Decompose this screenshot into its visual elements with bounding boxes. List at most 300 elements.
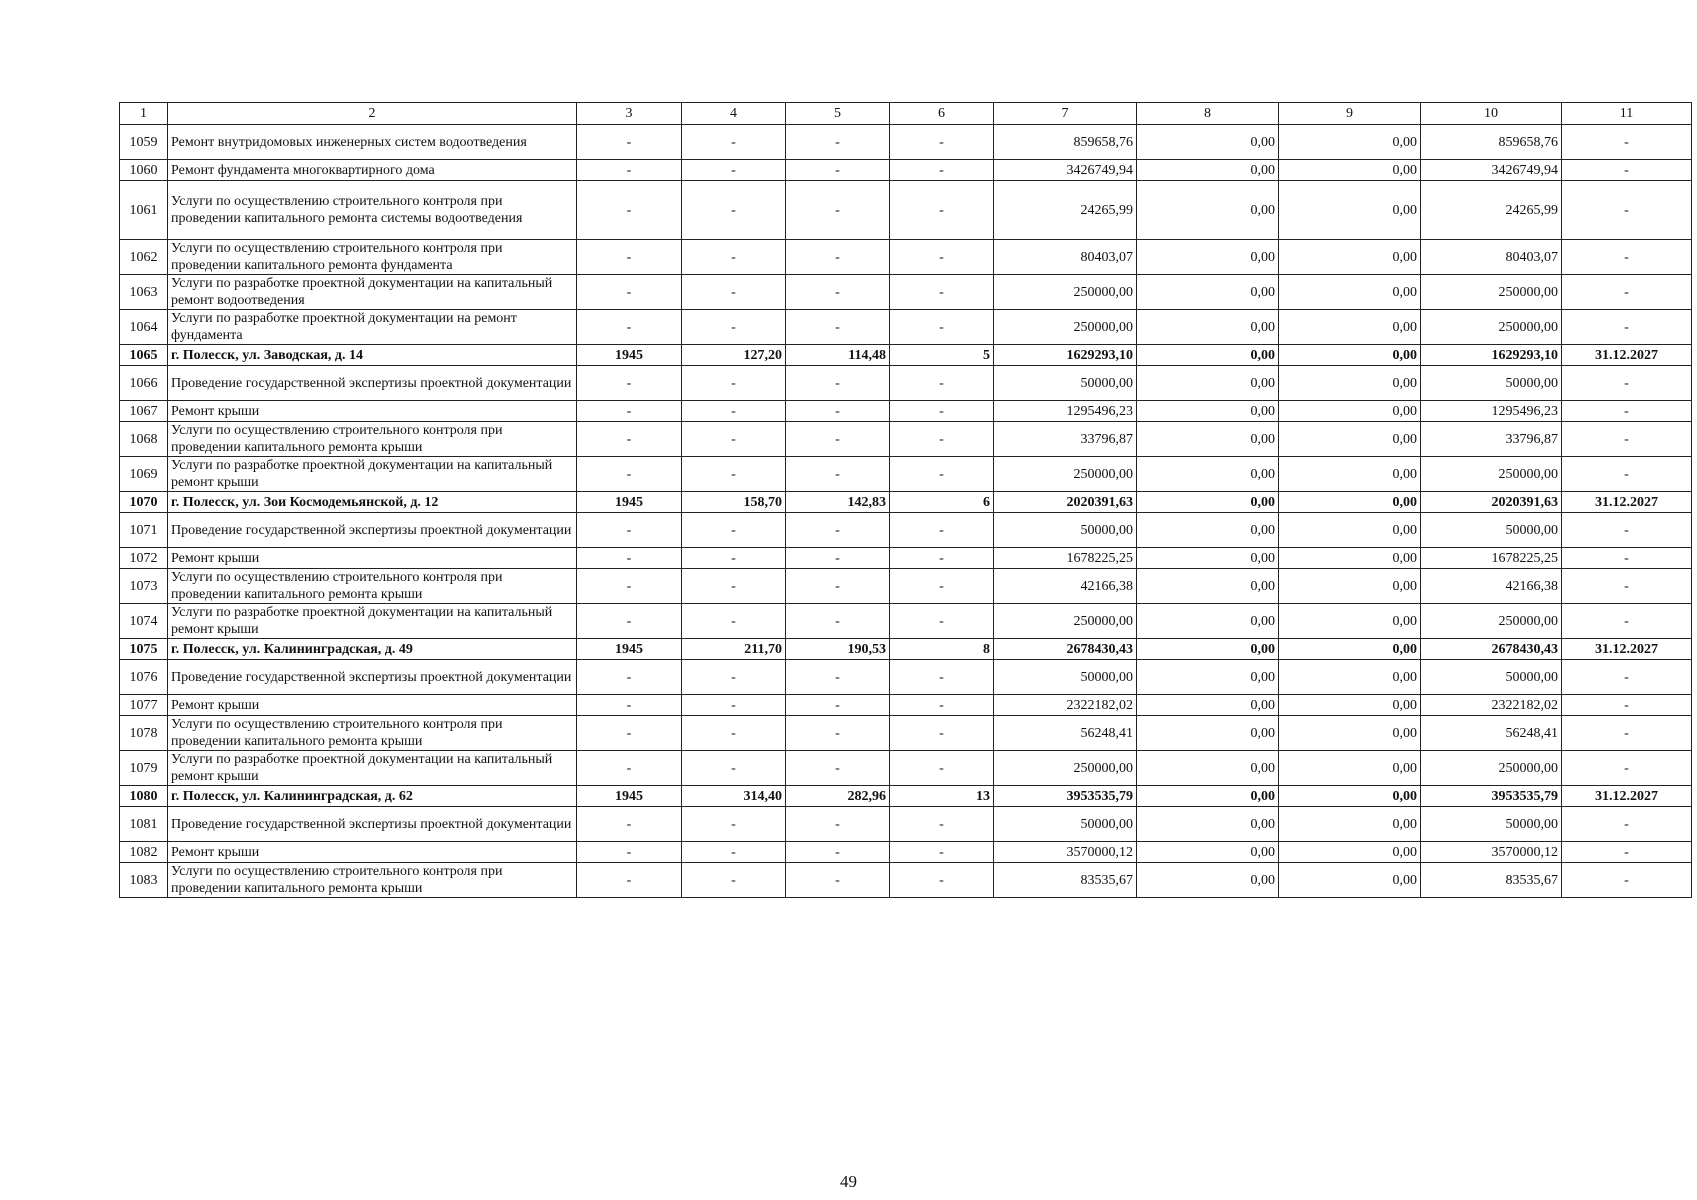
table-row [120, 366, 1692, 401]
cell-col7: 50000,00 [994, 513, 1137, 548]
cell-col3: - [577, 863, 682, 898]
cell-col8: 0,00 [1137, 660, 1279, 695]
cell-col9: 0,00 [1279, 345, 1421, 366]
cell-col11: - [1562, 716, 1692, 751]
cell-col3: - [577, 181, 682, 240]
cell-col7: 80403,07 [994, 240, 1137, 275]
cell-col5: - [786, 660, 890, 695]
row-number: 1068 [120, 422, 168, 457]
cell-col3: - [577, 160, 682, 181]
cell-col10: 2020391,63 [1421, 492, 1562, 513]
cell-col3: - [577, 695, 682, 716]
cell-col7: 2020391,63 [994, 492, 1137, 513]
cell-col6: - [890, 422, 994, 457]
cell-col3: - [577, 513, 682, 548]
table-row [120, 604, 1692, 639]
row-name: Услуги по разработке проектной документации на капитальный ремонт крыши [168, 751, 577, 786]
table-row [120, 457, 1692, 492]
row-name: Проведение государственной экспертизы проектной документации [168, 807, 577, 842]
cell-col8: 0,00 [1137, 716, 1279, 751]
cell-col4: - [682, 310, 786, 345]
cell-col6: 5 [890, 345, 994, 366]
cell-col11: - [1562, 807, 1692, 842]
cell-col8: 0,00 [1137, 492, 1279, 513]
cell-col8: 0,00 [1137, 569, 1279, 604]
cell-col7: 2322182,02 [994, 695, 1137, 716]
col-header-7: 7 [994, 103, 1137, 125]
table-row [120, 569, 1692, 604]
cell-col11: - [1562, 310, 1692, 345]
cell-col11: - [1562, 842, 1692, 863]
cell-col8: 0,00 [1137, 786, 1279, 807]
cell-col8: 0,00 [1137, 639, 1279, 660]
row-name: Ремонт внутридомовых инженерных систем водоотведения [168, 125, 577, 160]
cell-col10: 859658,76 [1421, 125, 1562, 160]
cell-col6: - [890, 842, 994, 863]
row-name: Проведение государственной экспертизы проектной документации [168, 366, 577, 401]
row-number: 1061 [120, 181, 168, 240]
cell-col3: 1945 [577, 786, 682, 807]
table-row [120, 863, 1692, 898]
cell-col3: - [577, 548, 682, 569]
col-header-1: 1 [120, 103, 168, 125]
cell-col8: 0,00 [1137, 863, 1279, 898]
cell-col6: - [890, 716, 994, 751]
cell-col10: 56248,41 [1421, 716, 1562, 751]
cell-col3: - [577, 716, 682, 751]
table-row [120, 125, 1692, 160]
cell-col7: 33796,87 [994, 422, 1137, 457]
cell-col11: - [1562, 160, 1692, 181]
cell-col10: 250000,00 [1421, 457, 1562, 492]
cell-col10: 24265,99 [1421, 181, 1562, 240]
cell-col3: - [577, 422, 682, 457]
cell-col10: 50000,00 [1421, 807, 1562, 842]
cell-col6: - [890, 569, 994, 604]
row-name: г. Полесск, ул. Заводская, д. 14 [168, 345, 577, 366]
row-number: 1067 [120, 401, 168, 422]
cell-col7: 3953535,79 [994, 786, 1137, 807]
row-number: 1060 [120, 160, 168, 181]
row-name: г. Полесск, ул. Калининградская, д. 49 [168, 639, 577, 660]
row-number: 1082 [120, 842, 168, 863]
col-header-11: 11 [1562, 103, 1692, 125]
cell-col5: - [786, 807, 890, 842]
row-name: Услуги по осуществлению строительного контроля при проведении капитального ремонта системы водоотведения [168, 181, 577, 240]
cell-col10: 50000,00 [1421, 513, 1562, 548]
cell-col5: - [786, 240, 890, 275]
cell-col8: 0,00 [1137, 842, 1279, 863]
cell-col4: - [682, 751, 786, 786]
page-number: 49 [840, 1172, 857, 1191]
table-row [120, 275, 1692, 310]
cell-col7: 83535,67 [994, 863, 1137, 898]
cell-col8: 0,00 [1137, 695, 1279, 716]
cell-col9: 0,00 [1279, 457, 1421, 492]
cell-col3: - [577, 569, 682, 604]
cell-col6: - [890, 548, 994, 569]
cell-col5: - [786, 160, 890, 181]
cell-col10: 250000,00 [1421, 275, 1562, 310]
col-header-4: 4 [682, 103, 786, 125]
cell-col5: - [786, 716, 890, 751]
cell-col6: - [890, 240, 994, 275]
cell-col11: - [1562, 660, 1692, 695]
cell-col9: 0,00 [1279, 695, 1421, 716]
cell-col4: - [682, 125, 786, 160]
cell-col11: - [1562, 863, 1692, 898]
cell-col8: 0,00 [1137, 275, 1279, 310]
cell-col4: - [682, 716, 786, 751]
cell-col6: - [890, 181, 994, 240]
cell-col9: 0,00 [1279, 160, 1421, 181]
cell-col5: - [786, 181, 890, 240]
row-number: 1069 [120, 457, 168, 492]
row-number: 1077 [120, 695, 168, 716]
cell-col5: - [786, 513, 890, 548]
cell-col3: - [577, 275, 682, 310]
row-number: 1071 [120, 513, 168, 548]
cell-col5: 190,53 [786, 639, 890, 660]
row-name: Ремонт крыши [168, 401, 577, 422]
row-number: 1075 [120, 639, 168, 660]
row-number: 1064 [120, 310, 168, 345]
row-name: Услуги по разработке проектной документации на капитальный ремонт крыши [168, 457, 577, 492]
cell-col10: 80403,07 [1421, 240, 1562, 275]
table-row [120, 240, 1692, 275]
cell-col5: - [786, 457, 890, 492]
cell-col9: 0,00 [1279, 310, 1421, 345]
cell-col3: - [577, 125, 682, 160]
cell-col8: 0,00 [1137, 422, 1279, 457]
cell-col8: 0,00 [1137, 310, 1279, 345]
cell-col10: 250000,00 [1421, 604, 1562, 639]
cell-col3: - [577, 807, 682, 842]
cell-col5: - [786, 310, 890, 345]
cell-col3: 1945 [577, 492, 682, 513]
cell-col8: 0,00 [1137, 125, 1279, 160]
cell-col11: 31.12.2027 [1562, 492, 1692, 513]
cell-col11: - [1562, 457, 1692, 492]
table-row [120, 660, 1692, 695]
row-number: 1063 [120, 275, 168, 310]
cell-col7: 56248,41 [994, 716, 1137, 751]
row-number: 1083 [120, 863, 168, 898]
cell-col10: 3953535,79 [1421, 786, 1562, 807]
cell-col9: 0,00 [1279, 639, 1421, 660]
cell-col6: - [890, 457, 994, 492]
cell-col4: - [682, 695, 786, 716]
cell-col9: 0,00 [1279, 751, 1421, 786]
cell-col5: - [786, 422, 890, 457]
row-name: Ремонт крыши [168, 695, 577, 716]
cell-col10: 50000,00 [1421, 660, 1562, 695]
cell-col5: - [786, 751, 890, 786]
table-row [120, 716, 1692, 751]
col-header-2: 2 [168, 103, 577, 125]
row-name: Ремонт крыши [168, 548, 577, 569]
row-number: 1065 [120, 345, 168, 366]
row-name: Услуги по осуществлению строительного контроля при проведении капитального ремонта крыши [168, 569, 577, 604]
cell-col3: - [577, 366, 682, 401]
table-row [120, 401, 1692, 422]
cell-col8: 0,00 [1137, 513, 1279, 548]
cell-col5: - [786, 569, 890, 604]
row-number: 1080 [120, 786, 168, 807]
cell-col9: 0,00 [1279, 863, 1421, 898]
cell-col11: - [1562, 695, 1692, 716]
cell-col7: 3570000,12 [994, 842, 1137, 863]
cell-col4: 211,70 [682, 639, 786, 660]
header-row [120, 103, 1692, 125]
cell-col11: 31.12.2027 [1562, 345, 1692, 366]
cell-col4: - [682, 569, 786, 604]
cell-col6: - [890, 863, 994, 898]
row-number: 1079 [120, 751, 168, 786]
cell-col7: 250000,00 [994, 604, 1137, 639]
table-body [120, 125, 1692, 898]
row-number: 1081 [120, 807, 168, 842]
cell-col6: 8 [890, 639, 994, 660]
col-header-10: 10 [1421, 103, 1562, 125]
cell-col4: 314,40 [682, 786, 786, 807]
cell-col10: 33796,87 [1421, 422, 1562, 457]
cell-col3: - [577, 457, 682, 492]
cell-col11: - [1562, 275, 1692, 310]
table-row [120, 422, 1692, 457]
row-name: г. Полесск, ул. Калининградская, д. 62 [168, 786, 577, 807]
cell-col6: - [890, 275, 994, 310]
col-header-8: 8 [1137, 103, 1279, 125]
cell-col10: 1295496,23 [1421, 401, 1562, 422]
cell-col10: 3570000,12 [1421, 842, 1562, 863]
cell-col4: - [682, 863, 786, 898]
cell-col6: - [890, 366, 994, 401]
cell-col5: - [786, 863, 890, 898]
cell-col9: 0,00 [1279, 401, 1421, 422]
cell-col6: - [890, 310, 994, 345]
cell-col6: 6 [890, 492, 994, 513]
cell-col11: - [1562, 604, 1692, 639]
cell-col4: - [682, 366, 786, 401]
cell-col9: 0,00 [1279, 181, 1421, 240]
col-header-5: 5 [786, 103, 890, 125]
row-number: 1059 [120, 125, 168, 160]
row-number: 1070 [120, 492, 168, 513]
cell-col7: 250000,00 [994, 751, 1137, 786]
cell-col9: 0,00 [1279, 604, 1421, 639]
cell-col7: 3426749,94 [994, 160, 1137, 181]
col-header-9: 9 [1279, 103, 1421, 125]
cell-col10: 50000,00 [1421, 366, 1562, 401]
cell-col11: - [1562, 751, 1692, 786]
cell-col9: 0,00 [1279, 422, 1421, 457]
cell-col6: - [890, 695, 994, 716]
cell-col10: 250000,00 [1421, 310, 1562, 345]
row-number: 1076 [120, 660, 168, 695]
cell-col5: - [786, 548, 890, 569]
cell-col5: - [786, 695, 890, 716]
row-name: Ремонт фундамента многоквартирного дома [168, 160, 577, 181]
table-row [120, 807, 1692, 842]
table-row-address [120, 786, 1692, 807]
cell-col8: 0,00 [1137, 366, 1279, 401]
cell-col6: 13 [890, 786, 994, 807]
cell-col6: - [890, 513, 994, 548]
cell-col7: 250000,00 [994, 275, 1137, 310]
cell-col8: 0,00 [1137, 751, 1279, 786]
table-row [120, 695, 1692, 716]
table-row [120, 751, 1692, 786]
cell-col9: 0,00 [1279, 513, 1421, 548]
cell-col9: 0,00 [1279, 492, 1421, 513]
cell-col4: - [682, 660, 786, 695]
cell-col5: - [786, 366, 890, 401]
cell-col10: 3426749,94 [1421, 160, 1562, 181]
cell-col5: - [786, 842, 890, 863]
cell-col6: - [890, 751, 994, 786]
cell-col7: 1678225,25 [994, 548, 1137, 569]
cell-col11: - [1562, 569, 1692, 604]
cell-col9: 0,00 [1279, 807, 1421, 842]
row-name: Услуги по осуществлению строительного контроля при проведении капитального ремонта крыши [168, 422, 577, 457]
cell-col7: 250000,00 [994, 457, 1137, 492]
cell-col11: - [1562, 401, 1692, 422]
cell-col9: 0,00 [1279, 842, 1421, 863]
row-name: Услуги по разработке проектной документации на ремонт фундамента [168, 310, 577, 345]
cell-col9: 0,00 [1279, 548, 1421, 569]
cell-col5: 142,83 [786, 492, 890, 513]
col-header-6: 6 [890, 103, 994, 125]
row-name: Проведение государственной экспертизы проектной документации [168, 513, 577, 548]
cell-col7: 50000,00 [994, 660, 1137, 695]
cell-col4: - [682, 513, 786, 548]
cell-col11: - [1562, 240, 1692, 275]
cell-col10: 250000,00 [1421, 751, 1562, 786]
col-header-3: 3 [577, 103, 682, 125]
cell-col9: 0,00 [1279, 366, 1421, 401]
row-number: 1072 [120, 548, 168, 569]
cell-col11: - [1562, 125, 1692, 160]
table-row-address [120, 639, 1692, 660]
cell-col10: 42166,38 [1421, 569, 1562, 604]
cell-col3: - [577, 842, 682, 863]
cell-col6: - [890, 660, 994, 695]
cell-col3: 1945 [577, 639, 682, 660]
cell-col7: 1629293,10 [994, 345, 1137, 366]
row-name: Услуги по осуществлению строительного контроля при проведении капитального ремонта крыши [168, 716, 577, 751]
cell-col6: - [890, 604, 994, 639]
row-number: 1078 [120, 716, 168, 751]
cell-col4: - [682, 807, 786, 842]
cell-col3: - [577, 240, 682, 275]
table-row [120, 842, 1692, 863]
cell-col11: - [1562, 513, 1692, 548]
cell-col3: - [577, 751, 682, 786]
row-name: Услуги по разработке проектной документации на капитальный ремонт водоотведения [168, 275, 577, 310]
table-row [120, 513, 1692, 548]
cell-col6: - [890, 125, 994, 160]
cell-col4: - [682, 240, 786, 275]
cell-col11: - [1562, 422, 1692, 457]
row-number: 1066 [120, 366, 168, 401]
cell-col7: 42166,38 [994, 569, 1137, 604]
cell-col8: 0,00 [1137, 807, 1279, 842]
table-row [120, 548, 1692, 569]
cell-col8: 0,00 [1137, 345, 1279, 366]
cell-col4: 158,70 [682, 492, 786, 513]
cell-col4: - [682, 842, 786, 863]
row-name: Услуги по осуществлению строительного контроля при проведении капитального ремонта крыши [168, 863, 577, 898]
cell-col3: 1945 [577, 345, 682, 366]
cell-col7: 250000,00 [994, 310, 1137, 345]
cell-col4: - [682, 548, 786, 569]
cell-col3: - [577, 660, 682, 695]
table-row [120, 160, 1692, 181]
row-name: Услуги по осуществлению строительного контроля при проведении капитального ремонта фундамента [168, 240, 577, 275]
cell-col10: 2678430,43 [1421, 639, 1562, 660]
cell-col9: 0,00 [1279, 660, 1421, 695]
cell-col9: 0,00 [1279, 786, 1421, 807]
row-name: г. Полесск, ул. Зои Космодемьянской, д. 12 [168, 492, 577, 513]
table-row [120, 181, 1692, 240]
row-name: Услуги по разработке проектной документации на капитальный ремонт крыши [168, 604, 577, 639]
cell-col8: 0,00 [1137, 401, 1279, 422]
cell-col8: 0,00 [1137, 457, 1279, 492]
cell-col8: 0,00 [1137, 181, 1279, 240]
cell-col4: - [682, 160, 786, 181]
cell-col4: 127,20 [682, 345, 786, 366]
cell-col11: - [1562, 181, 1692, 240]
cell-col5: - [786, 604, 890, 639]
cell-col3: - [577, 310, 682, 345]
cell-col6: - [890, 401, 994, 422]
cell-col7: 1295496,23 [994, 401, 1137, 422]
cell-col7: 50000,00 [994, 366, 1137, 401]
cell-col7: 24265,99 [994, 181, 1137, 240]
row-name: Проведение государственной экспертизы проектной документации [168, 660, 577, 695]
cell-col9: 0,00 [1279, 716, 1421, 751]
cell-col4: - [682, 401, 786, 422]
cell-col9: 0,00 [1279, 125, 1421, 160]
cell-col10: 83535,67 [1421, 863, 1562, 898]
cell-col9: 0,00 [1279, 569, 1421, 604]
cell-col7: 50000,00 [994, 807, 1137, 842]
cell-col9: 0,00 [1279, 275, 1421, 310]
cell-col11: 31.12.2027 [1562, 639, 1692, 660]
cell-col7: 859658,76 [994, 125, 1137, 160]
cell-col8: 0,00 [1137, 604, 1279, 639]
cell-col6: - [890, 160, 994, 181]
row-name: Ремонт крыши [168, 842, 577, 863]
cell-col10: 2322182,02 [1421, 695, 1562, 716]
cell-col4: - [682, 181, 786, 240]
cell-col5: - [786, 401, 890, 422]
cell-col4: - [682, 275, 786, 310]
cell-col4: - [682, 457, 786, 492]
table-row-address [120, 345, 1692, 366]
cell-col11: - [1562, 548, 1692, 569]
cell-col4: - [682, 422, 786, 457]
cell-col10: 1629293,10 [1421, 345, 1562, 366]
row-number: 1062 [120, 240, 168, 275]
data-table [119, 102, 1692, 898]
cell-col8: 0,00 [1137, 240, 1279, 275]
row-number: 1074 [120, 604, 168, 639]
cell-col5: - [786, 275, 890, 310]
cell-col8: 0,00 [1137, 548, 1279, 569]
cell-col11: - [1562, 366, 1692, 401]
